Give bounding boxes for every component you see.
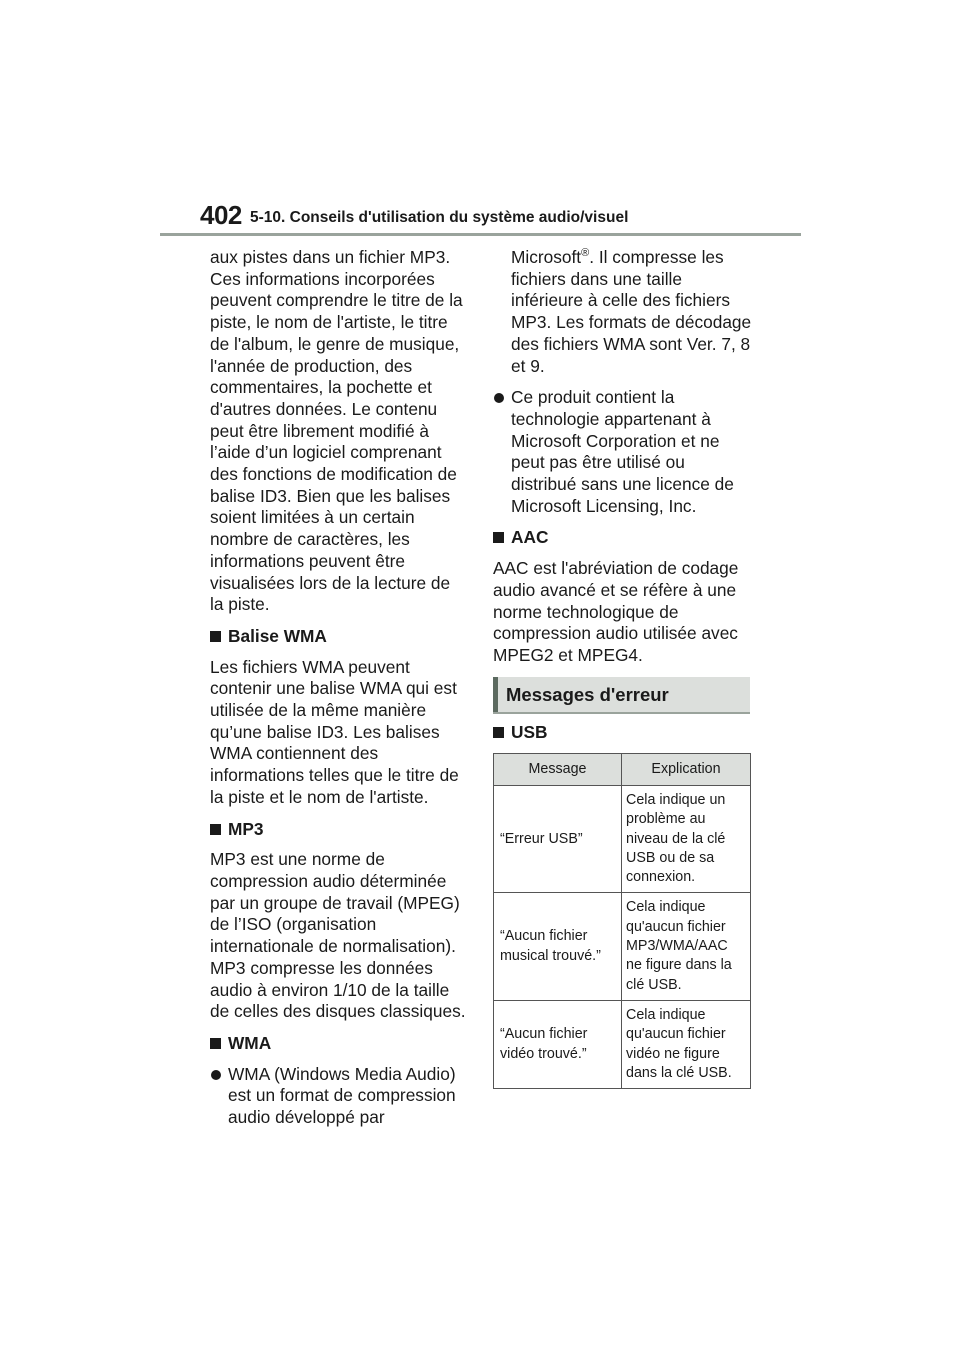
explanation-cell: Cela indique qu'aucun fichier vidéo ne figure dans la clé USB. bbox=[622, 1000, 751, 1088]
usb-heading bbox=[493, 722, 548, 743]
wma-tag-heading-text: Balise WMA bbox=[228, 625, 327, 646]
mp3-paragraph: MP3 est une norme de compression audio déterminée par un groupe de travail (MPEG) de l’ISO (organisation internationale de normalisation). MP3 compresse les données audio à environ 1/10 de la taille de celles des disques classiques. bbox=[210, 849, 466, 1022]
explanation-cell: Cela indique qu'aucun fichier MP3/WMA/AAC ne figure dans la clé USB. bbox=[622, 893, 751, 1000]
square-bullet-icon bbox=[493, 727, 504, 738]
page-number: 402 bbox=[200, 200, 242, 230]
wma-tag-heading bbox=[210, 626, 468, 648]
intro-paragraph: aux pistes dans un fichier MP3. Ces informations incorporées peuvent comprendre le titre de la piste, le nom de l'artiste, le titre de l'album, le genre de musique, l'année de production, des commentaires, la pochette et d'autres données. Le contenu peut être librement modifié à l’aide d’un logiciel comprenant des fonctions de modification de balise ID3. Bien que les balises soient limitées à un certain nombre de caractères, les informations peuvent être visualisées lors de la lecture de la piste. bbox=[210, 247, 463, 615]
wma-tag-paragraph: Les fichiers WMA peuvent contenir une balise WMA qui est utilisée de la même manière qu’une balise ID3. Les balises WMA contiennent des informations telles que le titre de la piste et le nom de l'artiste. bbox=[210, 656, 459, 807]
microsoft-text: Microsoft bbox=[511, 247, 582, 267]
table-row bbox=[494, 1000, 751, 1088]
column-header-explanation: Explication bbox=[622, 754, 751, 786]
left-column bbox=[210, 247, 468, 1139]
error-messages-heading: Messages d'erreur bbox=[506, 684, 669, 705]
square-bullet-icon bbox=[210, 824, 221, 835]
round-bullet-icon bbox=[494, 393, 504, 403]
wma-continued-text: . Il compresse les fichiers dans une taille inférieure à celle des fichiers MP3. Les formats de décodage des fichiers WMA sont Ver. 7, 8 et 9. bbox=[511, 247, 752, 376]
round-bullet-icon bbox=[211, 1070, 221, 1080]
square-bullet-icon bbox=[210, 1038, 221, 1049]
table-header-row bbox=[494, 754, 751, 786]
mp3-heading bbox=[210, 819, 468, 841]
aac-heading bbox=[493, 527, 753, 549]
wma-bullet-1-text: WMA (Windows Media Audio) est un format de compression audio développé par bbox=[228, 1063, 456, 1128]
wma-bullet-1-continued bbox=[493, 247, 753, 377]
mp3-heading-text: MP3 bbox=[228, 818, 264, 839]
wma-heading bbox=[210, 1033, 468, 1055]
square-bullet-icon bbox=[493, 532, 504, 543]
message-cell: “Aucun fichier vidéo trouvé.” bbox=[494, 1000, 622, 1088]
wma-bullet-2-text: Ce produit contient la technologie appartenant à Microsoft Corporation et ne peut pas être utilisé ou distribué sans une licence de Microsoft Licensing, Inc. bbox=[511, 387, 734, 516]
message-cell: “Aucun fichier musical trouvé.” bbox=[494, 893, 622, 1000]
aac-heading-text: AAC bbox=[511, 527, 549, 548]
wma-bullet-2 bbox=[493, 387, 753, 517]
explanation-cell: Cela indique un problème au niveau de la clé USB ou de sa connexion. bbox=[622, 786, 751, 893]
message-cell: “Erreur USB” bbox=[494, 786, 622, 893]
wma-heading-text: WMA bbox=[228, 1032, 272, 1053]
column-header-message: Message bbox=[494, 754, 622, 786]
wma-bullet-1 bbox=[210, 1064, 468, 1129]
right-column bbox=[493, 247, 753, 677]
table-row bbox=[494, 893, 751, 1000]
header-rule bbox=[160, 233, 801, 236]
section-title: 5-10. Conseils d'utilisation du système audio/visuel bbox=[250, 209, 629, 226]
table-row bbox=[494, 786, 751, 893]
error-messages-heading-box bbox=[493, 677, 750, 714]
square-bullet-icon bbox=[210, 631, 221, 642]
error-messages-table bbox=[493, 753, 751, 1089]
heading-accent-bar bbox=[493, 677, 498, 712]
usb-heading-text: USB bbox=[511, 722, 548, 742]
registered-mark: ® bbox=[581, 247, 590, 260]
aac-paragraph: AAC est l'abréviation de codage audio avancé et se réfère à une norme technologique de compression audio utilisée avec MPEG2 et MPEG4. bbox=[493, 558, 739, 665]
